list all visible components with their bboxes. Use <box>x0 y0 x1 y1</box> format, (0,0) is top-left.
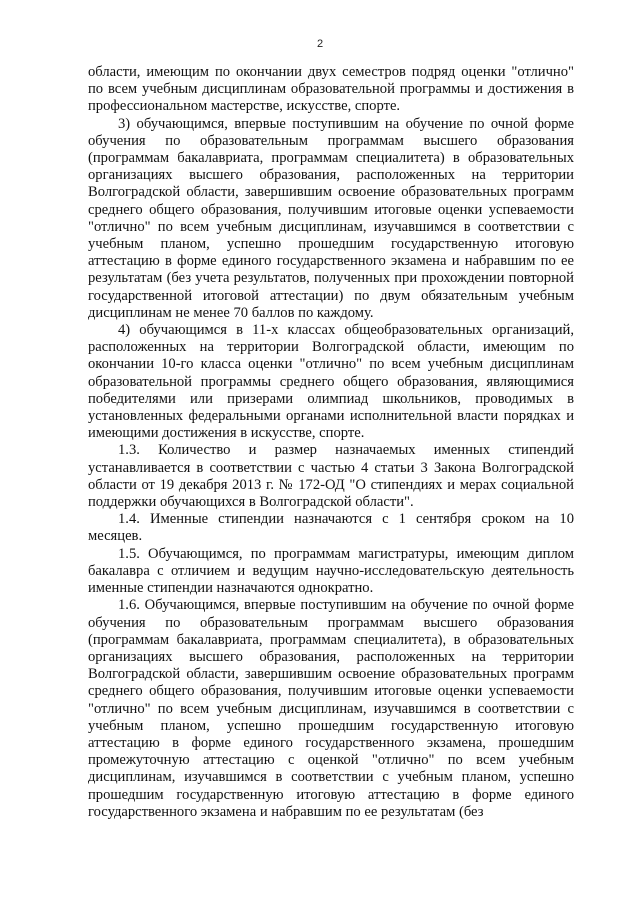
paragraph-section-1-6: 1.6. Обучающимся, впервые поступившим на обучение по очной форме обучения по образовательным программам высшего образования (программам бакалавриата, программам специалитета), в образовательных организациях высшего образования, расположенных на территории Волгоградской области, завершившим освоение образовательных программ среднего общего образования, получившим итоговые оценки успеваемости "отлично" по всем учебным дисциплинам, изучавшимся в соответствии с учебным планом, успешно прошедшим государственную итоговую аттестацию в форме единого государственного экзамена, прошедшим промежуточную аттестацию с оценкой "отлично" по всем учебным дисциплинам, изучавшимся в соответствии с учебным планом, успешно прошедшим государственную итоговую аттестацию в форме единого государственного экзамена и набравшим по ее результатам (без <box>88 597 574 820</box>
document-body <box>88 64 574 821</box>
paragraph-section-1-4: 1.4. Именные стипендии назначаются с 1 сентября сроком на 10 месяцев. <box>88 511 574 545</box>
paragraph-section-1-3: 1.3. Количество и размер назначаемых именных стипендий устанавливается в соответствии с частью 4 статьи 3 Закона Волгоградской области от 19 декабря 2013 г. № 172-ОД "О стипендиях и мерах социальной поддержки обучающихся в Волгоградской области". <box>88 442 574 511</box>
paragraph-item-4: 4) обучающимся в 11-х классах общеобразовательных организаций, расположенных на территории Волгоградской области, имеющим по окончании 10-го класса оценки "отлично" по всем учебным дисциплинам образовательной программы среднего общего образования, являющимися победителями или призерами олимпиад школьников, проводимых в установленных федеральными органами исполнительной власти порядках и имеющими достижения в искусстве, спорте. <box>88 322 574 442</box>
paragraph-item-3: 3) обучающимся, впервые поступившим на обучение по очной форме обучения по образовательным программам высшего образования (программам бакалавриата, программам специалитета) в образовательных организациях высшего образования, расположенных на территории Волгоградской области, завершившим освоение образовательных программ среднего общего образования, получившим итоговые оценки успеваемости "отлично" по всем учебным дисциплинам, изучавшимся в соответствии с учебным планом, успешно прошедшим государственную итоговую аттестацию в форме единого государственного экзамена и набравшим по ее результатам (без учета результатов, полученных при прохождении повторной государственной итоговой аттестации) по двум обязательным учебным дисциплинам не менее 70 баллов по каждому. <box>88 115 574 321</box>
page-number: 2 <box>316 38 324 50</box>
paragraph-section-1-5: 1.5. Обучающимся, по программам магистратуры, имеющим диплом бакалавра с отличием и ведущим научно-исследовательскую деятельность именные стипендии назначаются однократно. <box>88 545 574 597</box>
paragraph-continuation: области, имеющим по окончании двух семестров подряд оценки "отлично" по всем учебным дисциплинам образовательной программы и достижения в профессиональном мастерстве, искусстве, спорте. <box>88 64 574 115</box>
